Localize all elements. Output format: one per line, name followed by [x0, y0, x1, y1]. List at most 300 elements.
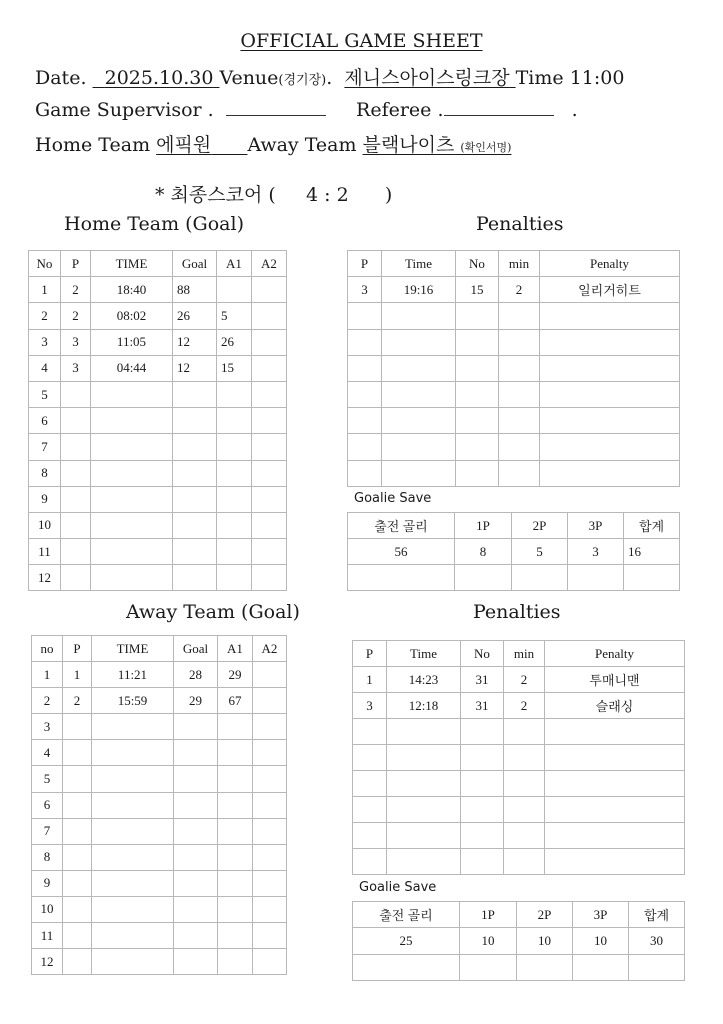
home-goals-cell[interactable] [252, 408, 287, 434]
away-goals-cell[interactable] [174, 923, 218, 949]
away-goals-cell[interactable]: 11:21 [92, 662, 174, 688]
away-goals-cell[interactable]: 67 [218, 688, 253, 714]
away-goals-cell[interactable]: 5 [32, 766, 63, 792]
home-goals-cell[interactable] [91, 512, 173, 538]
away-penalties-cell[interactable]: 31 [461, 667, 504, 693]
away-goals-cell[interactable] [174, 714, 218, 740]
home-goals-cell[interactable]: 5 [217, 303, 252, 329]
home-penalties-column-header: P [348, 251, 382, 277]
home-goals-cell[interactable]: 2 [61, 277, 91, 303]
away-penalties-row [353, 719, 685, 745]
away-goals-cell[interactable] [63, 740, 92, 766]
away-goals-cell[interactable]: 11 [32, 923, 63, 949]
home-goals-cell[interactable]: 12 [173, 355, 217, 381]
home-goals-cell[interactable]: 11:05 [91, 329, 173, 355]
home-goals-cell[interactable]: 1 [29, 277, 61, 303]
home-goals-cell[interactable] [217, 381, 252, 407]
away-goals-row [32, 896, 287, 922]
away-goals-cell[interactable] [253, 844, 287, 870]
away-goalie-cell[interactable] [573, 954, 629, 980]
home-goals-cell[interactable]: 5 [29, 381, 61, 407]
away-goals-cell[interactable] [253, 870, 287, 896]
away-goals-cell[interactable] [218, 714, 253, 740]
home-goals-cell[interactable] [217, 565, 252, 591]
home-goals-cell[interactable] [252, 565, 287, 591]
home-goalie-save-label: Goalie Save [354, 491, 432, 506]
away-goalie-cell[interactable] [517, 954, 573, 980]
away-goals-cell[interactable] [174, 766, 218, 792]
away-goals-cell[interactable]: 2 [63, 688, 92, 714]
home-goalie-column-header: 2P [512, 513, 568, 539]
home-goals-cell[interactable] [91, 434, 173, 460]
away-goals-cell[interactable]: 8 [32, 844, 63, 870]
home-goals-row [29, 329, 287, 355]
away-goals-cell[interactable]: 29 [174, 688, 218, 714]
away-goals-row [32, 792, 287, 818]
home-goalie-cell[interactable]: 16 [624, 539, 680, 565]
away-goals-cell[interactable] [63, 714, 92, 740]
away-goals-title: Away Team (Goal) [126, 601, 300, 623]
away-goals-cell[interactable] [218, 818, 253, 844]
home-penalties-row [348, 460, 680, 486]
home-penalties-cell[interactable] [499, 408, 540, 434]
away-team-label: Away Team [247, 134, 357, 156]
home-goals-cell[interactable]: 9 [29, 486, 61, 512]
home-penalties-cell[interactable] [456, 434, 499, 460]
away-penalties-cell[interactable] [353, 745, 387, 771]
home-penalties-cell[interactable] [499, 460, 540, 486]
home-penalties-cell[interactable] [456, 355, 499, 381]
home-goals-cell[interactable] [173, 408, 217, 434]
home-goals-cell[interactable] [252, 539, 287, 565]
away-penalties-cell[interactable] [504, 771, 545, 797]
away-goals-cell[interactable] [253, 740, 287, 766]
away-goals-cell[interactable]: 15:59 [92, 688, 174, 714]
home-penalties-cell[interactable] [348, 329, 382, 355]
home-goals-cell[interactable]: 10 [29, 512, 61, 538]
home-goals-cell[interactable] [173, 486, 217, 512]
away-penalties-cell[interactable] [353, 797, 387, 823]
home-goalie-cell[interactable] [568, 565, 624, 591]
away-goals-cell[interactable] [92, 740, 174, 766]
home-goals-cell[interactable] [252, 486, 287, 512]
away-penalties-cell[interactable] [353, 719, 387, 745]
away-penalties-cell[interactable] [545, 771, 685, 797]
home-penalties-cell[interactable] [499, 329, 540, 355]
home-goalie-column-header: 합계 [624, 513, 680, 539]
away-penalties-cell[interactable] [387, 771, 461, 797]
home-penalties-cell[interactable] [499, 303, 540, 329]
away-team-value: 블랙나이츠 [362, 134, 455, 156]
home-goals-cell[interactable] [252, 381, 287, 407]
away-penalties-cell[interactable] [387, 797, 461, 823]
away-goals-cell[interactable] [92, 792, 174, 818]
home-goalie-row [348, 539, 680, 565]
home-penalties-cell[interactable] [456, 381, 499, 407]
home-penalties-cell[interactable] [540, 329, 680, 355]
away-goals-cell[interactable]: 4 [32, 740, 63, 766]
home-goals-cell[interactable]: 3 [61, 329, 91, 355]
away-goals-cell[interactable] [63, 896, 92, 922]
home-penalties-cell[interactable]: 15 [456, 277, 499, 303]
away-goals-cell[interactable]: 6 [32, 792, 63, 818]
away-goalie-cell[interactable] [460, 954, 517, 980]
away-penalties-cell[interactable] [387, 745, 461, 771]
away-goals-cell[interactable] [253, 949, 287, 975]
away-penalties-cell[interactable] [461, 719, 504, 745]
away-penalties-cell[interactable] [387, 823, 461, 849]
home-goals-cell[interactable] [173, 512, 217, 538]
home-goals-column-header: A2 [252, 251, 287, 277]
away-goalie-cell[interactable]: 10 [460, 928, 517, 954]
home-goals-cell[interactable] [252, 355, 287, 381]
home-goals-column-header: TIME [91, 251, 173, 277]
home-penalties-header-row [348, 251, 680, 277]
away-goals-cell[interactable] [63, 870, 92, 896]
home-goals-cell[interactable] [61, 381, 91, 407]
away-goals-cell[interactable] [218, 870, 253, 896]
away-goals-cell[interactable]: 28 [174, 662, 218, 688]
away-goals-cell[interactable] [92, 870, 174, 896]
home-penalties-cell[interactable] [499, 381, 540, 407]
away-penalties-cell[interactable] [353, 849, 387, 875]
away-goals-cell[interactable] [92, 818, 174, 844]
away-goals-cell[interactable] [92, 949, 174, 975]
away-penalties-header-row [353, 641, 685, 667]
home-penalties-cell[interactable]: 3 [348, 277, 382, 303]
date-field[interactable] [93, 67, 220, 89]
home-goals-cell[interactable] [252, 512, 287, 538]
away-goals-cell[interactable]: 7 [32, 818, 63, 844]
away-goals-cell[interactable]: 3 [32, 714, 63, 740]
away-penalties-cell[interactable]: 슬래싱 [545, 693, 685, 719]
away-goals-cell[interactable] [92, 923, 174, 949]
home-penalties-cell[interactable] [540, 408, 680, 434]
home-goals-cell[interactable]: 3 [29, 329, 61, 355]
venue-field[interactable] [344, 67, 515, 89]
away-goals-cell[interactable] [174, 740, 218, 766]
away-penalties-cell[interactable] [545, 719, 685, 745]
away-goals-cell[interactable] [63, 923, 92, 949]
away-goals-cell[interactable]: 10 [32, 896, 63, 922]
final-score-home[interactable]: 4 [305, 184, 319, 206]
away-goals-cell[interactable] [253, 818, 287, 844]
away-goalie-cell[interactable]: 30 [629, 928, 685, 954]
away-goals-cell[interactable] [63, 818, 92, 844]
home-penalties-cell[interactable] [456, 460, 499, 486]
away-goals-cell[interactable] [174, 896, 218, 922]
home-penalties-cell[interactable] [348, 408, 382, 434]
time-value[interactable]: 11:00 [569, 67, 625, 89]
away-goals-cell[interactable] [174, 870, 218, 896]
away-goals-cell[interactable] [218, 844, 253, 870]
away-goals-cell[interactable] [174, 818, 218, 844]
home-goals-cell[interactable]: 12 [29, 565, 61, 591]
home-goals-cell[interactable]: 12 [173, 329, 217, 355]
away-penalties-cell[interactable]: 1 [353, 667, 387, 693]
away-penalties-cell[interactable]: 14:23 [387, 667, 461, 693]
away-goals-column-header: A1 [218, 636, 253, 662]
home-goals-cell[interactable] [217, 539, 252, 565]
away-goals-row [32, 740, 287, 766]
home-penalties-cell[interactable] [382, 329, 456, 355]
away-penalties-cell[interactable] [504, 823, 545, 849]
away-penalties-cell[interactable] [461, 797, 504, 823]
away-goals-cell[interactable] [253, 923, 287, 949]
away-goals-cell[interactable] [253, 662, 287, 688]
home-goals-cell[interactable] [91, 460, 173, 486]
home-penalties-cell[interactable]: 2 [499, 277, 540, 303]
home-penalties-cell[interactable] [348, 434, 382, 460]
home-goalie-cell[interactable] [624, 565, 680, 591]
home-penalties-cell[interactable] [382, 303, 456, 329]
home-goalie-cell[interactable] [348, 565, 455, 591]
home-goals-cell[interactable] [252, 277, 287, 303]
home-penalties-cell[interactable] [456, 408, 499, 434]
away-goals-cell[interactable] [253, 792, 287, 818]
away-penalties-column-header: Time [387, 641, 461, 667]
home-goalie-cell[interactable]: 56 [348, 539, 455, 565]
away-goals-cell[interactable]: 1 [63, 662, 92, 688]
away-penalties-cell[interactable] [504, 849, 545, 875]
home-goals-row [29, 460, 287, 486]
home-goals-cell[interactable]: 6 [29, 408, 61, 434]
away-penalties-cell[interactable] [504, 745, 545, 771]
away-goals-cell[interactable]: 1 [32, 662, 63, 688]
home-goals-cell[interactable]: 04:44 [91, 355, 173, 381]
away-goals-column-header: no [32, 636, 63, 662]
away-goals-cell[interactable]: 9 [32, 870, 63, 896]
home-goals-cell[interactable] [217, 434, 252, 460]
home-goals-cell[interactable] [61, 408, 91, 434]
home-goals-cell[interactable]: 2 [61, 303, 91, 329]
away-penalties-cell[interactable] [545, 797, 685, 823]
sheet-title [0, 30, 723, 52]
home-penalties-cell[interactable] [540, 355, 680, 381]
away-penalties-cell[interactable] [545, 849, 685, 875]
away-goals-column-header: Goal [174, 636, 218, 662]
home-goals-cell[interactable] [61, 565, 91, 591]
home-penalties-row [348, 408, 680, 434]
home-penalties-cell[interactable] [382, 381, 456, 407]
away-penalties-cell[interactable] [461, 771, 504, 797]
home-goals-cell[interactable]: 26 [217, 329, 252, 355]
home-goals-cell[interactable] [61, 434, 91, 460]
home-goals-cell[interactable]: 26 [173, 303, 217, 329]
home-penalties-cell[interactable]: 일리거히트 [540, 277, 680, 303]
home-goals-cell[interactable]: 18:40 [91, 277, 173, 303]
home-penalties-cell[interactable] [382, 408, 456, 434]
home-goals-cell[interactable] [217, 486, 252, 512]
away-goals-cell[interactable] [174, 949, 218, 975]
home-penalties-cell[interactable]: 19:16 [382, 277, 456, 303]
away-goalie-save-table [352, 901, 685, 981]
away-penalties-cell[interactable] [504, 797, 545, 823]
home-goals-cell[interactable]: 15 [217, 355, 252, 381]
away-goalie-cell[interactable]: 10 [517, 928, 573, 954]
home-penalties-cell[interactable] [499, 434, 540, 460]
away-penalties-column-header: P [353, 641, 387, 667]
home-goals-cell[interactable]: 8 [29, 460, 61, 486]
home-goals-cell[interactable]: 2 [29, 303, 61, 329]
home-goals-cell[interactable]: 3 [61, 355, 91, 381]
home-penalties-cell[interactable] [540, 460, 680, 486]
home-goalie-row [348, 565, 680, 591]
away-goals-column-header: TIME [92, 636, 174, 662]
away-penalties-column-header: No [461, 641, 504, 667]
home-goalie-cell[interactable]: 8 [455, 539, 512, 565]
away-penalties-cell[interactable] [504, 719, 545, 745]
home-penalties-cell[interactable] [540, 434, 680, 460]
home-goalie-column-header: 3P [568, 513, 624, 539]
venue-label: Venue [219, 67, 279, 89]
away-goals-cell[interactable] [253, 688, 287, 714]
away-goals-cell[interactable] [253, 766, 287, 792]
away-goals-cell[interactable] [92, 844, 174, 870]
home-goals-cell[interactable] [61, 539, 91, 565]
home-goals-header-row [29, 251, 287, 277]
away-goalie-cell[interactable]: 10 [573, 928, 629, 954]
home-penalties-column-header: Penalty [540, 251, 680, 277]
home-penalties-table [347, 250, 680, 487]
away-goals-cell[interactable] [218, 949, 253, 975]
away-penalties-cell[interactable]: 투매니맨 [545, 667, 685, 693]
home-goals-cell[interactable] [217, 408, 252, 434]
home-goals-cell[interactable] [252, 434, 287, 460]
away-penalties-cell[interactable] [353, 823, 387, 849]
home-goals-cell[interactable] [217, 460, 252, 486]
home-penalties-row [348, 355, 680, 381]
away-penalties-cell[interactable]: 31 [461, 693, 504, 719]
home-goals-column-header: A1 [217, 251, 252, 277]
home-goals-cell[interactable]: 88 [173, 277, 217, 303]
home-penalties-cell[interactable] [456, 303, 499, 329]
home-goals-cell[interactable] [252, 460, 287, 486]
away-goals-cell[interactable] [92, 766, 174, 792]
home-goals-cell[interactable] [91, 381, 173, 407]
home-penalties-cell[interactable] [456, 329, 499, 355]
home-penalties-cell[interactable] [348, 303, 382, 329]
home-goals-cell[interactable] [217, 277, 252, 303]
away-goals-cell[interactable] [218, 766, 253, 792]
away-goals-cell[interactable] [92, 714, 174, 740]
away-penalties-cell[interactable] [353, 771, 387, 797]
away-goals-cell[interactable] [174, 844, 218, 870]
away-penalties-cell[interactable] [387, 849, 461, 875]
away-penalties-cell[interactable] [545, 823, 685, 849]
home-goalie-cell[interactable]: 3 [568, 539, 624, 565]
away-goalie-cell[interactable] [353, 954, 460, 980]
home-goals-cell[interactable] [91, 486, 173, 512]
home-goals-cell[interactable] [173, 381, 217, 407]
away-goals-cell[interactable] [174, 792, 218, 818]
home-penalties-cell[interactable] [540, 303, 680, 329]
home-goals-cell[interactable] [173, 460, 217, 486]
home-goals-cell[interactable] [91, 408, 173, 434]
home-penalties-cell[interactable] [540, 381, 680, 407]
home-goals-cell[interactable] [173, 434, 217, 460]
away-team-field[interactable] [363, 134, 512, 156]
home-goals-cell[interactable]: 4 [29, 355, 61, 381]
home-penalties-cell[interactable] [348, 355, 382, 381]
home-goals-cell[interactable] [61, 460, 91, 486]
away-goals-cell[interactable] [218, 740, 253, 766]
away-penalties-row [353, 823, 685, 849]
away-penalties-cell[interactable] [461, 745, 504, 771]
final-score-close: ) [384, 184, 393, 206]
home-penalties-cell[interactable] [382, 434, 456, 460]
home-penalties-row [348, 434, 680, 460]
home-goals-cell[interactable]: 08:02 [91, 303, 173, 329]
home-penalties-cell[interactable] [348, 460, 382, 486]
home-penalties-cell[interactable] [499, 355, 540, 381]
home-goalie-cell[interactable] [455, 565, 512, 591]
home-goals-cell[interactable] [61, 512, 91, 538]
away-goals-cell[interactable] [253, 714, 287, 740]
home-penalties-cell[interactable] [348, 381, 382, 407]
home-goals-cell[interactable] [252, 329, 287, 355]
home-goals-cell[interactable] [173, 539, 217, 565]
home-goals-row [29, 381, 287, 407]
signature-note: (확인서명) [460, 141, 512, 154]
away-penalties-cell[interactable]: 2 [504, 693, 545, 719]
home-goals-cell[interactable]: 11 [29, 539, 61, 565]
home-goalie-cell[interactable] [512, 565, 568, 591]
home-team-field[interactable] [156, 134, 247, 156]
home-goals-cell[interactable]: 7 [29, 434, 61, 460]
final-score-away[interactable]: 2 [336, 184, 349, 206]
home-penalties-cell[interactable] [382, 460, 456, 486]
away-goals-cell[interactable] [63, 766, 92, 792]
away-penalties-cell[interactable] [387, 719, 461, 745]
away-penalties-cell[interactable] [461, 849, 504, 875]
away-goals-cell[interactable]: 12 [32, 949, 63, 975]
away-penalties-cell[interactable] [461, 823, 504, 849]
home-goals-row [29, 303, 287, 329]
supervisor-field[interactable] [226, 97, 326, 116]
away-goals-cell[interactable] [63, 949, 92, 975]
away-goals-cell[interactable] [253, 896, 287, 922]
away-penalties-row [353, 667, 685, 693]
away-goals-cell[interactable] [63, 792, 92, 818]
away-penalties-title: Penalties [473, 601, 561, 623]
away-goals-cell[interactable] [218, 896, 253, 922]
home-goals-cell[interactable] [173, 565, 217, 591]
away-penalties-cell[interactable]: 3 [353, 693, 387, 719]
home-penalties-row [348, 303, 680, 329]
away-goals-cell[interactable]: 29 [218, 662, 253, 688]
referee-field[interactable] [444, 97, 554, 116]
away-goals-cell[interactable] [218, 792, 253, 818]
away-goals-cell[interactable]: 2 [32, 688, 63, 714]
home-team-value: 에픽원 [156, 134, 212, 156]
home-goals-cell[interactable] [217, 512, 252, 538]
home-goals-cell[interactable] [61, 486, 91, 512]
away-penalties-cell[interactable] [545, 745, 685, 771]
home-penalties-cell[interactable] [382, 355, 456, 381]
home-goals-cell[interactable] [91, 539, 173, 565]
away-penalties-cell[interactable]: 2 [504, 667, 545, 693]
home-goals-cell[interactable] [91, 565, 173, 591]
away-goals-cell[interactable] [92, 896, 174, 922]
home-goals-cell[interactable] [252, 303, 287, 329]
away-goals-cell[interactable] [218, 923, 253, 949]
away-goalie-cell[interactable] [629, 954, 685, 980]
away-penalties-cell[interactable]: 12:18 [387, 693, 461, 719]
home-goalie-cell[interactable]: 5 [512, 539, 568, 565]
away-goals-cell[interactable] [63, 844, 92, 870]
away-goalie-cell[interactable]: 25 [353, 928, 460, 954]
